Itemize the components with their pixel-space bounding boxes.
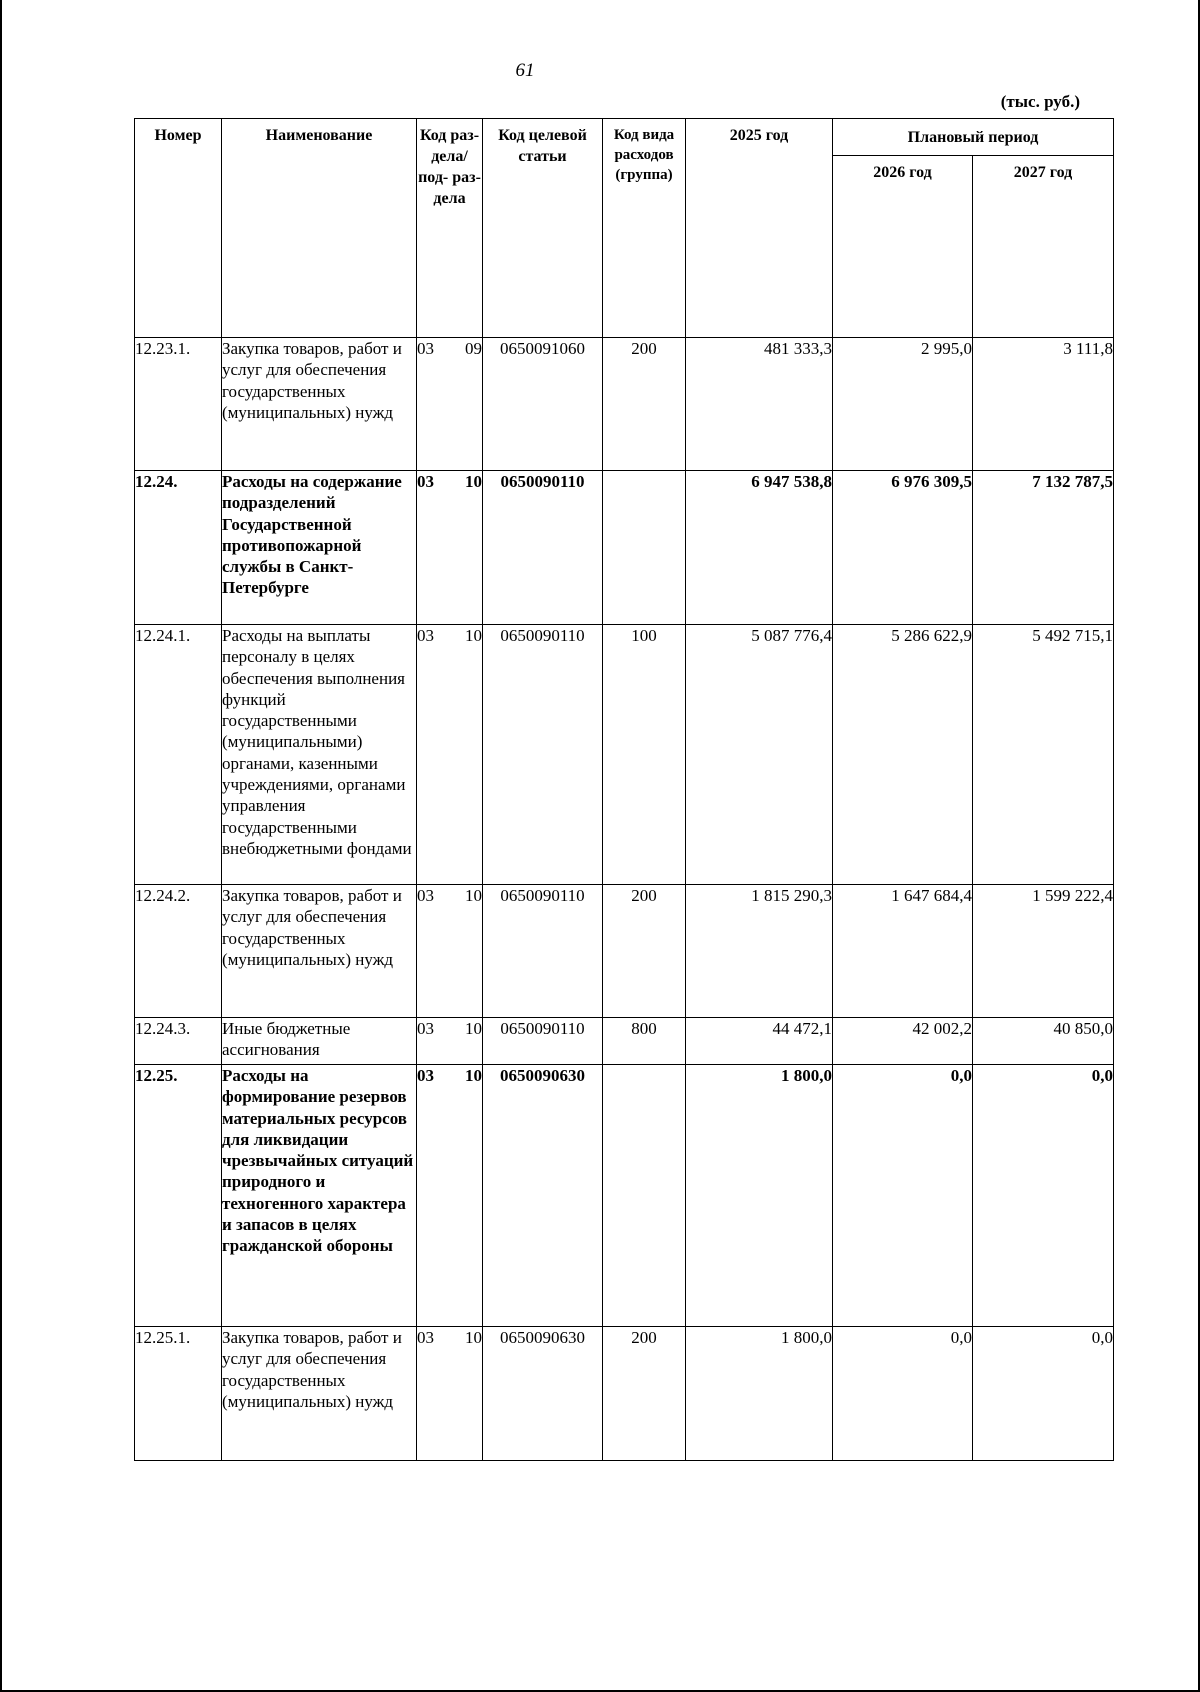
header-planning-period: Плановый период (833, 119, 1114, 156)
table-row (135, 885, 1114, 1018)
subsection-code: 10 (465, 1328, 482, 1347)
row-target-code: 0650090110 (483, 625, 603, 885)
table-row (135, 338, 1114, 471)
header-number: Номер (135, 119, 222, 338)
row-expense-kind-code: 200 (603, 1327, 686, 1461)
row-name: Расходы на формирование резервов материальных ресурсов для ликвидации чрезвычайных ситуаций природного и техногенного характера и запасов в целях гражданской обороны (222, 1065, 417, 1327)
row-amount-2026: 1 647 684,4 (833, 885, 973, 1018)
page-left-border (0, 0, 2, 1692)
row-number: 12.23.1. (135, 338, 222, 471)
row-amount-2026: 42 002,2 (833, 1018, 973, 1065)
header-name: Наименование (222, 119, 417, 338)
row-amount-2026: 0,0 (833, 1065, 973, 1327)
row-name: Закупка товаров, работ и услуг для обеспечения государственных (муниципальных) нужд (222, 885, 417, 1018)
section-code: 03 (417, 1328, 434, 1347)
row-number: 12.24.2. (135, 885, 222, 1018)
row-amount-2027: 0,0 (973, 1065, 1114, 1327)
row-target-code: 0650090110 (483, 1018, 603, 1065)
row-amount-2027: 7 132 787,5 (973, 471, 1114, 625)
row-amount-2025: 6 947 538,8 (686, 471, 833, 625)
row-section-code (417, 471, 483, 625)
row-section-code (417, 338, 483, 471)
header-section-code: Код раз- дела/ под- раз- дела (417, 119, 483, 338)
row-amount-2027: 3 111,8 (973, 338, 1114, 471)
subsection-code: 10 (465, 1066, 482, 1085)
row-amount-2027: 1 599 222,4 (973, 885, 1114, 1018)
row-section-code (417, 1327, 483, 1461)
page-number: 61 (515, 60, 535, 81)
section-code: 03 (417, 339, 434, 358)
subsection-code: 10 (465, 472, 482, 491)
row-number: 12.24. (135, 471, 222, 625)
row-expense-kind-code: 100 (603, 625, 686, 885)
row-section-code (417, 885, 483, 1018)
row-amount-2025: 481 333,3 (686, 338, 833, 471)
row-amount-2027: 40 850,0 (973, 1018, 1114, 1065)
row-target-code: 0650090630 (483, 1327, 603, 1461)
row-name: Расходы на выплаты персоналу в целях обеспечения выполнения функций государственными (муниципальными) органами, казенными учреждениями, органами управления государственными внебюджетными фондами (222, 625, 417, 885)
row-expense-kind-code (603, 1065, 686, 1327)
row-target-code: 0650090110 (483, 471, 603, 625)
row-amount-2027: 5 492 715,1 (973, 625, 1114, 885)
table-row (135, 1065, 1114, 1327)
table-row (135, 1327, 1114, 1461)
row-expense-kind-code: 800 (603, 1018, 686, 1065)
section-code: 03 (417, 472, 434, 491)
row-expense-kind-code: 200 (603, 338, 686, 471)
subsection-code: 10 (465, 886, 482, 905)
row-expense-kind-code (603, 471, 686, 625)
header-year-2027: 2027 год (973, 156, 1114, 338)
section-code: 03 (417, 1019, 434, 1038)
row-target-code: 0650091060 (483, 338, 603, 471)
table-row (135, 625, 1114, 885)
header-expense-kind-code: Код вида расходов (группа) (603, 119, 686, 338)
row-amount-2026: 6 976 309,5 (833, 471, 973, 625)
section-code: 03 (417, 1066, 434, 1085)
row-amount-2026: 0,0 (833, 1327, 973, 1461)
subsection-code: 10 (465, 626, 482, 645)
row-target-code: 0650090110 (483, 885, 603, 1018)
table-row (135, 1018, 1114, 1065)
row-amount-2025: 5 087 776,4 (686, 625, 833, 885)
row-expense-kind-code: 200 (603, 885, 686, 1018)
row-section-code (417, 1018, 483, 1065)
row-number: 12.25.1. (135, 1327, 222, 1461)
row-section-code (417, 625, 483, 885)
row-amount-2025: 1 800,0 (686, 1327, 833, 1461)
row-name: Закупка товаров, работ и услуг для обеспечения государственных (муниципальных) нужд (222, 338, 417, 471)
row-name: Закупка товаров, работ и услуг для обеспечения государственных (муниципальных) нужд (222, 1327, 417, 1461)
section-code: 03 (417, 886, 434, 905)
row-number: 12.24.3. (135, 1018, 222, 1065)
budget-table (134, 118, 1114, 1461)
units-label: (тыс. руб.) (1000, 92, 1080, 111)
header-target-code: Код целевой статьи (483, 119, 603, 338)
row-amount-2026: 5 286 622,9 (833, 625, 973, 885)
section-code: 03 (417, 626, 434, 645)
row-amount-2025: 1 815 290,3 (686, 885, 833, 1018)
row-section-code (417, 1065, 483, 1327)
row-name: Расходы на содержание подразделений Государственной противопожарной службы в Санкт-Петербурге (222, 471, 417, 625)
row-name: Иные бюджетные ассигнования (222, 1018, 417, 1065)
table-row (135, 471, 1114, 625)
subsection-code: 10 (465, 1019, 482, 1038)
row-number: 12.24.1. (135, 625, 222, 885)
row-amount-2025: 1 800,0 (686, 1065, 833, 1327)
row-target-code: 0650090630 (483, 1065, 603, 1327)
header-year-2026: 2026 год (833, 156, 973, 338)
header-year-2025: 2025 год (686, 119, 833, 338)
row-amount-2026: 2 995,0 (833, 338, 973, 471)
row-number: 12.25. (135, 1065, 222, 1327)
row-amount-2027: 0,0 (973, 1327, 1114, 1461)
table-body (135, 338, 1114, 1461)
row-amount-2025: 44 472,1 (686, 1018, 833, 1065)
subsection-code: 09 (465, 339, 482, 358)
